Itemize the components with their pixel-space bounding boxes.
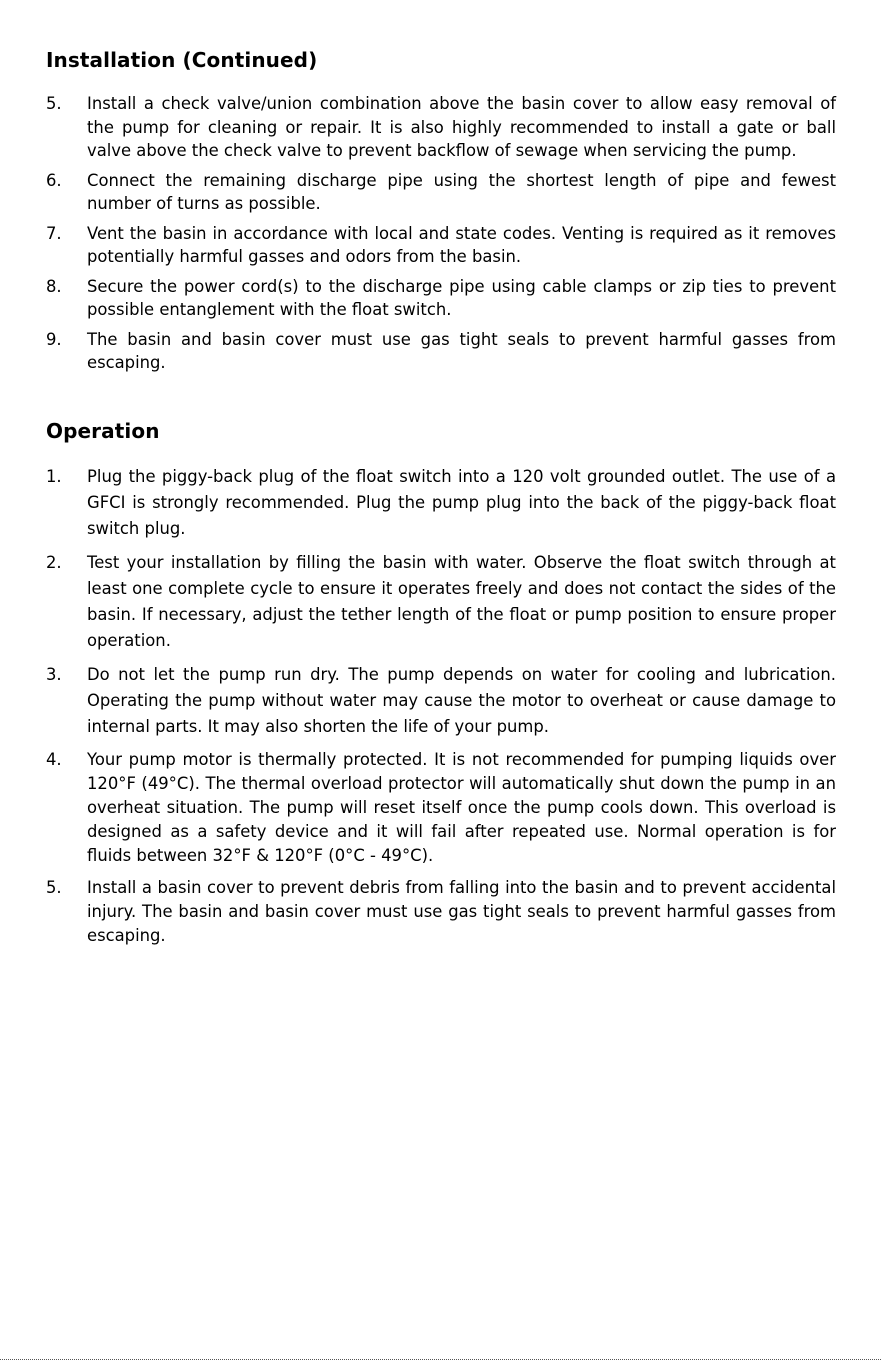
step-text: Connect the remaining discharge pipe using the shortest length of pipe and fewest number of turns as possible.: [87, 170, 836, 213]
installation-steps: [46, 92, 836, 381]
step-number: 3.: [46, 665, 62, 684]
operation-steps: [46, 464, 836, 956]
installation-step: [46, 222, 836, 269]
installation-step: [46, 92, 836, 163]
step-text: Install a check valve/union combination above the basin cover to allow easy removal of the pump for cleaning or repair. It is also highly recommended to install a gate or ball valve above the check valve to prevent backflow of sewage when servicing the pump.: [87, 94, 836, 160]
step-text: Your pump motor is thermally protected. It is not recommended for pumping liquids over 120°F (49°C). The thermal overload protector will automatically shut down the pump in an overheat situation. The pump will reset itself once the pump cools down. This overload is designed as a safety device and it will fail after repeated use. Normal operation is for fluids between 32°F & 120°F (0°C - 49°C).: [87, 750, 836, 865]
installation-step: [46, 169, 836, 216]
step-number: 9.: [46, 329, 62, 349]
step-number: 7.: [46, 223, 62, 243]
step-text: Install a basin cover to prevent debris from falling into the basin and to prevent accidental injury. The basin and basin cover must use gas tight seals to prevent harmful gasses from escaping.: [87, 878, 836, 945]
page-bottom-rule: [0, 1359, 881, 1360]
step-number: 1.: [46, 467, 62, 486]
step-text: Secure the power cord(s) to the discharge pipe using cable clamps or zip ties to prevent possible entanglement with the float switch.: [87, 276, 836, 319]
step-number: 2.: [46, 553, 62, 572]
step-text: Vent the basin in accordance with local and state codes. Venting is required as it removes potentially harmful gasses and odors from the basin.: [87, 223, 836, 266]
operation-step: [46, 748, 836, 868]
operation-step: [46, 662, 836, 740]
step-number: 5.: [46, 878, 62, 897]
operation-heading: Operation: [46, 419, 160, 443]
step-number: 6.: [46, 170, 62, 190]
installation-step: [46, 275, 836, 322]
step-number: 4.: [46, 750, 62, 769]
operation-step: [46, 876, 836, 948]
operation-step: [46, 550, 836, 654]
step-number: 8.: [46, 276, 62, 296]
operation-step: [46, 464, 836, 542]
step-text: The basin and basin cover must use gas tight seals to prevent harmful gasses from escaping.: [87, 329, 836, 372]
step-number: 5.: [46, 94, 62, 113]
installation-heading: Installation (Continued): [46, 48, 318, 72]
step-text: Test your installation by filling the basin with water. Observe the float switch through at least one complete cycle to ensure it operates freely and does not contact the sides of the basin. If necessary, adjust the tether length of the float or pump position to ensure proper operation.: [87, 553, 836, 650]
step-text: Plug the piggy-back plug of the float switch into a 120 volt grounded outlet. The use of a GFCI is strongly recommended. Plug the pump plug into the back of the piggy-back float switch plug.: [87, 467, 836, 538]
installation-step: [46, 328, 836, 375]
step-text: Do not let the pump run dry. The pump depends on water for cooling and lubrication. Operating the pump without water may cause the motor to overheat or cause damage to internal parts. It may also shorten the life of your pump.: [87, 665, 836, 736]
